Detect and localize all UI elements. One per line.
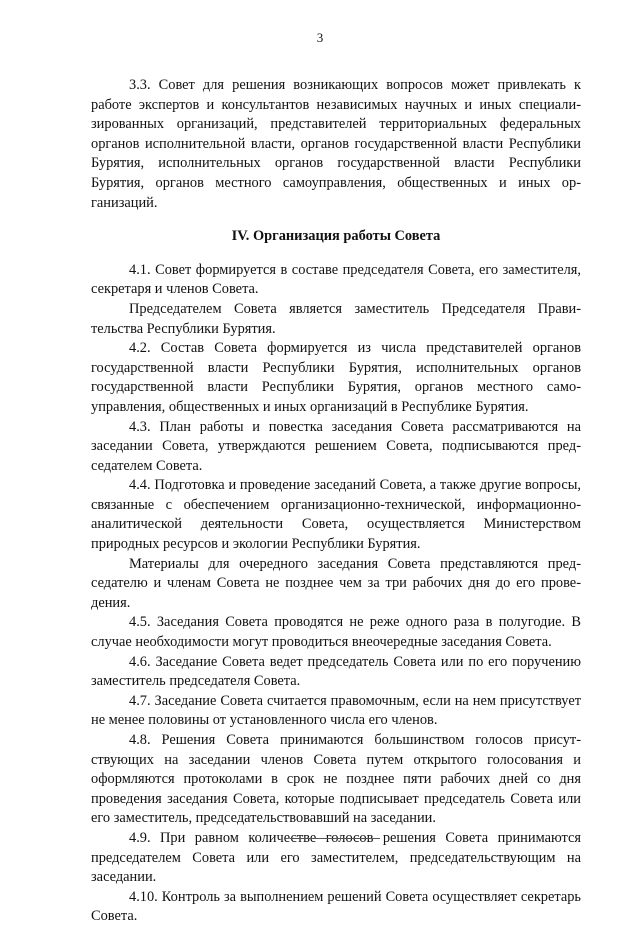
paragraph-4-10: 4.10. Контроль за выполнением решений Совета осуществляет секретарь Совета. [91, 888, 581, 925]
paragraph-4-8: 4.8. Решения Совета принимаются большинством голосов присутствующих на заседании членов Совета путем открытого голосования и оформляются протоколами в срок не позднее пяти рабочих дней со дня проведения заседания Совета, которые подписывает председатель Совета или его заместитель, председательствовавший на заседании. [91, 732, 581, 827]
paragraph-4-5: 4.5. Заседания Совета проводятся не реже одного раза в полугодие. В случае необходимости могут проводиться внеочередные заседания Совета. [91, 614, 581, 651]
paragraph-3-3: 3.3. Совет для решения возникающих вопросов может привлекать к работе экспертов и консультантов независимых научных и иных специализированных организаций, представителей территориальных федеральных органов исполнительной власти, органов государственной власти Республики Бурятия, исполнительных органов государственной власти Республики Бурятия, органов местного самоуправления, общественных и иных организаций. [91, 77, 581, 211]
paragraph-4-3: 4.3. План работы и повестка заседания Совета рассматриваются на заседании Совета, утверждаются решением Совета, подписываются председателем Совета. [91, 418, 581, 474]
section-heading: IV. Организация работы Совета [231, 228, 441, 245]
paragraph-4-1: 4.1. Совет формируется в составе председателя Совета, его заместителя, секретаря и членов Совета. [91, 261, 581, 298]
paragraph-4-7: 4.7. Заседание Совета считается правомочным, если на нем присутствует не менее половины от установленного числа его членов. [91, 692, 581, 729]
page-number: 3 [316, 30, 324, 45]
paragraph-4-4: 4.4. Подготовка и проведение заседаний Совета, а также другие вопросы, связанные с обеспечением организационно-технической, информационно-аналитической деятельности Совета, осуществляется Министерством природных ресурсов и экологии Республики Бурятия. [91, 477, 581, 553]
paragraph-4-6: 4.6. Заседание Совета ведет председатель Совета или по его поручению заместитель председателя Совета. [91, 653, 581, 690]
paragraph-materials: Материалы для очередного заседания Совета представляются председателю и членам Совета не позднее чем за три рабочих дня до его проведения. [91, 555, 581, 611]
paragraph-4-9: 4.9. При равном количестве голосов решения Совета принимаются председателем Совета или его заместителем, председательствующим на заседании. [91, 829, 581, 886]
paragraph-4-2: 4.2. Состав Совета формируется из числа представителей органов государственной власти Республики Бурятия, исполнительных органов государственной власти Республики Бурятия, органов местного самоуправления, общественных и иных организаций в Республике Бурятия. [91, 340, 581, 415]
end-divider [290, 838, 380, 839]
paragraph-chairman: Председателем Совета является заместитель Председателя Правительства Республики Бурятия. [91, 300, 581, 337]
document-body [91, 76, 581, 927]
